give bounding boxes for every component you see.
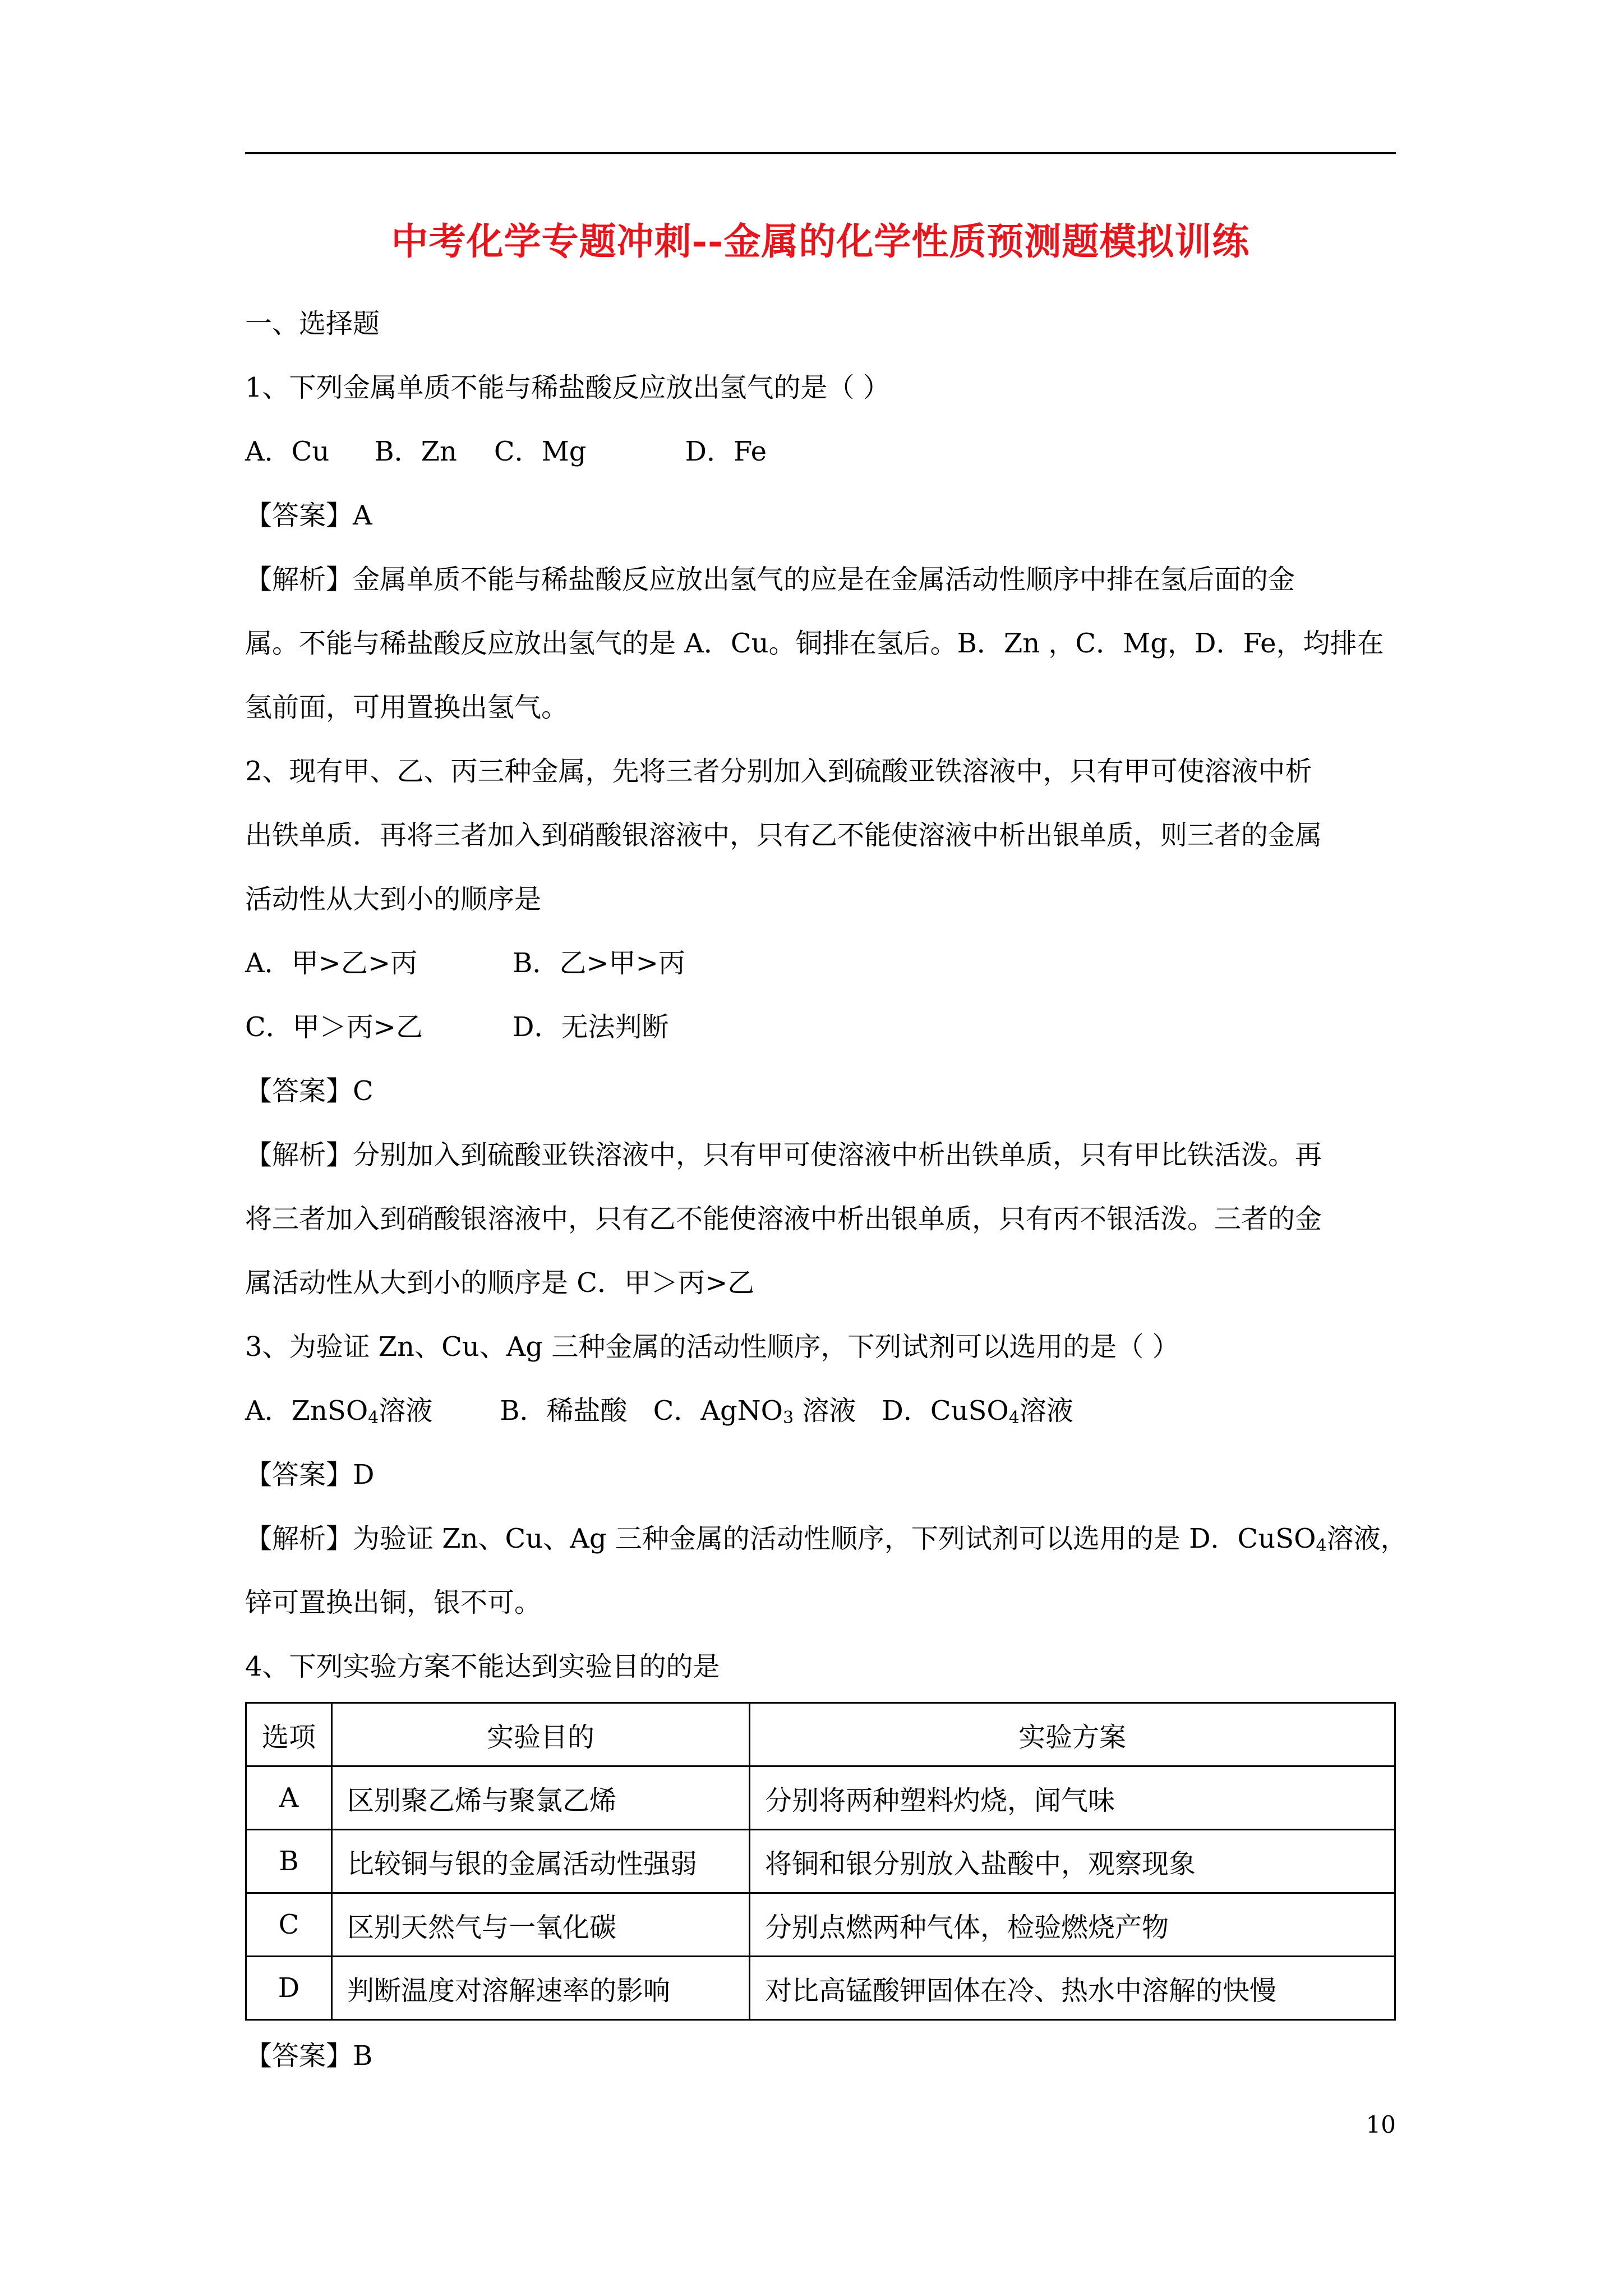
- table-cell: 分别点燃两种气体，检验燃烧产物: [750, 1893, 1395, 1957]
- q3-options: [245, 1379, 1396, 1443]
- q1-option-b: B．Zn: [374, 436, 457, 467]
- q1-stem: 1、下列金属单质不能与稀盐酸反应放出氢气的是（ ）: [245, 372, 890, 403]
- q2-option-d: D．无法判断: [512, 1011, 669, 1043]
- q1-options: [245, 420, 1396, 484]
- q2-option-a: A．甲>乙>丙: [245, 947, 418, 979]
- q3-option-d: D．CuSO$_4$溶液: [882, 1395, 1073, 1428]
- header-rule: [245, 152, 1396, 154]
- q2-analysis-line: 将三者加入到硝酸银溶液中，只有乙不能使溶液中析出银单质，只有丙不银活泼。三者的金: [245, 1203, 1322, 1235]
- table-cell: 区别聚乙烯与聚氯乙烯: [332, 1766, 750, 1830]
- table-row: [246, 1830, 1395, 1893]
- q3-option-c: C．AgNO$_3$ 溶液: [653, 1395, 856, 1428]
- table-cell: 分别将两种塑料灼烧，闻气味: [750, 1766, 1395, 1830]
- experiment-table: [245, 1702, 1396, 2021]
- q1-answer: 【答案】A: [245, 500, 372, 531]
- table-cell: B: [246, 1830, 332, 1893]
- table-cell: 将铜和银分别放入盐酸中，观察现象: [750, 1830, 1395, 1893]
- document-title: 中考化学专题冲刺--金属的化学性质预测题模拟训练: [391, 219, 1250, 263]
- q1-option-a: A．Cu: [245, 436, 330, 467]
- table-row: [246, 1766, 1395, 1830]
- q2-stem-line: 出铁单质．再将三者加入到硝酸银溶液中，只有乙不能使溶液中析出银单质，则三者的金属: [245, 820, 1322, 851]
- q2-analysis-line: 【解析】分别加入到硫酸亚铁溶液中，只有甲可使溶液中析出铁单质，只有甲比铁活泼。再: [245, 1139, 1322, 1171]
- q3-option-b: B．稀盐酸: [500, 1395, 628, 1427]
- table-cell: 对比高锰酸钾固体在冷、热水中溶解的快慢: [750, 1957, 1395, 2020]
- table-cell: 比较铜与银的金属活动性强弱: [332, 1830, 750, 1893]
- q1-analysis-line: 氢前面，可用置换出氢气。: [245, 692, 569, 723]
- q1-option-d: D．Fe: [685, 436, 767, 467]
- table-cell: A: [246, 1766, 332, 1830]
- q3-option-a: A．ZnSO$_4$溶液: [245, 1395, 433, 1428]
- q4-stem: 4、下列实验方案不能达到实验目的的是: [245, 1651, 720, 1682]
- q3-analysis-line: 【解析】为验证 Zn、Cu、Ag 三种金属的活动性顺序，下列试剂可以选用的是 D．CuSO$_4$溶液，: [245, 1523, 1408, 1556]
- q2-options-row: [245, 931, 1396, 995]
- q2-option-b: B．乙>甲>丙: [513, 947, 685, 979]
- table-cell: 区别天然气与一氧化碳: [332, 1893, 750, 1957]
- q2-stem-line: 活动性从大到小的顺序是: [245, 884, 542, 915]
- q1-option-c: C．Mg: [494, 436, 587, 467]
- table-header-cell: 实验方案: [750, 1703, 1395, 1766]
- q2-analysis-line: 属活动性从大到小的顺序是 C．甲＞丙>乙: [245, 1267, 755, 1299]
- table-cell: 判断温度对溶解速率的影响: [332, 1957, 750, 2020]
- q3-answer: 【答案】D: [245, 1459, 375, 1490]
- table-row: [246, 1957, 1395, 2020]
- q2-option-c: C．甲＞丙>乙: [245, 1011, 423, 1043]
- q4-answer: 【答案】B: [245, 2040, 373, 2072]
- q1-analysis-line: 属。不能与稀盐酸反应放出氢气的是 A．Cu。铜排在氢后。B．Zn ，C．Mg，D．Fe，均排在: [245, 628, 1384, 659]
- table-row: [246, 1893, 1395, 1957]
- q3-stem: 3、为验证 Zn、Cu、Ag 三种金属的活动性顺序，下列试剂可以选用的是（ ）: [245, 1331, 1179, 1363]
- table-cell: D: [246, 1957, 332, 2020]
- q1-analysis-line: 【解析】金属单质不能与稀盐酸反应放出氢气的应是在金属活动性顺序中排在氢后面的金: [245, 564, 1295, 595]
- q3-analysis-line: 锌可置换出铜，银不可。: [245, 1587, 542, 1618]
- table-cell: C: [246, 1893, 332, 1957]
- table-header-cell: 选项: [246, 1703, 332, 1766]
- section-heading: 一、选择题: [245, 308, 380, 339]
- table-header-cell: 实验目的: [332, 1703, 750, 1766]
- q2-options-row: [245, 995, 1396, 1059]
- page-number: 10: [1366, 2111, 1396, 2138]
- q2-answer: 【答案】C: [245, 1075, 374, 1107]
- document-body: [245, 292, 1408, 2088]
- q2-stem-line: 2、现有甲、乙、丙三种金属，先将三者分别加入到硫酸亚铁溶液中，只有甲可使溶液中析: [245, 756, 1312, 787]
- table-header-row: [246, 1703, 1395, 1766]
